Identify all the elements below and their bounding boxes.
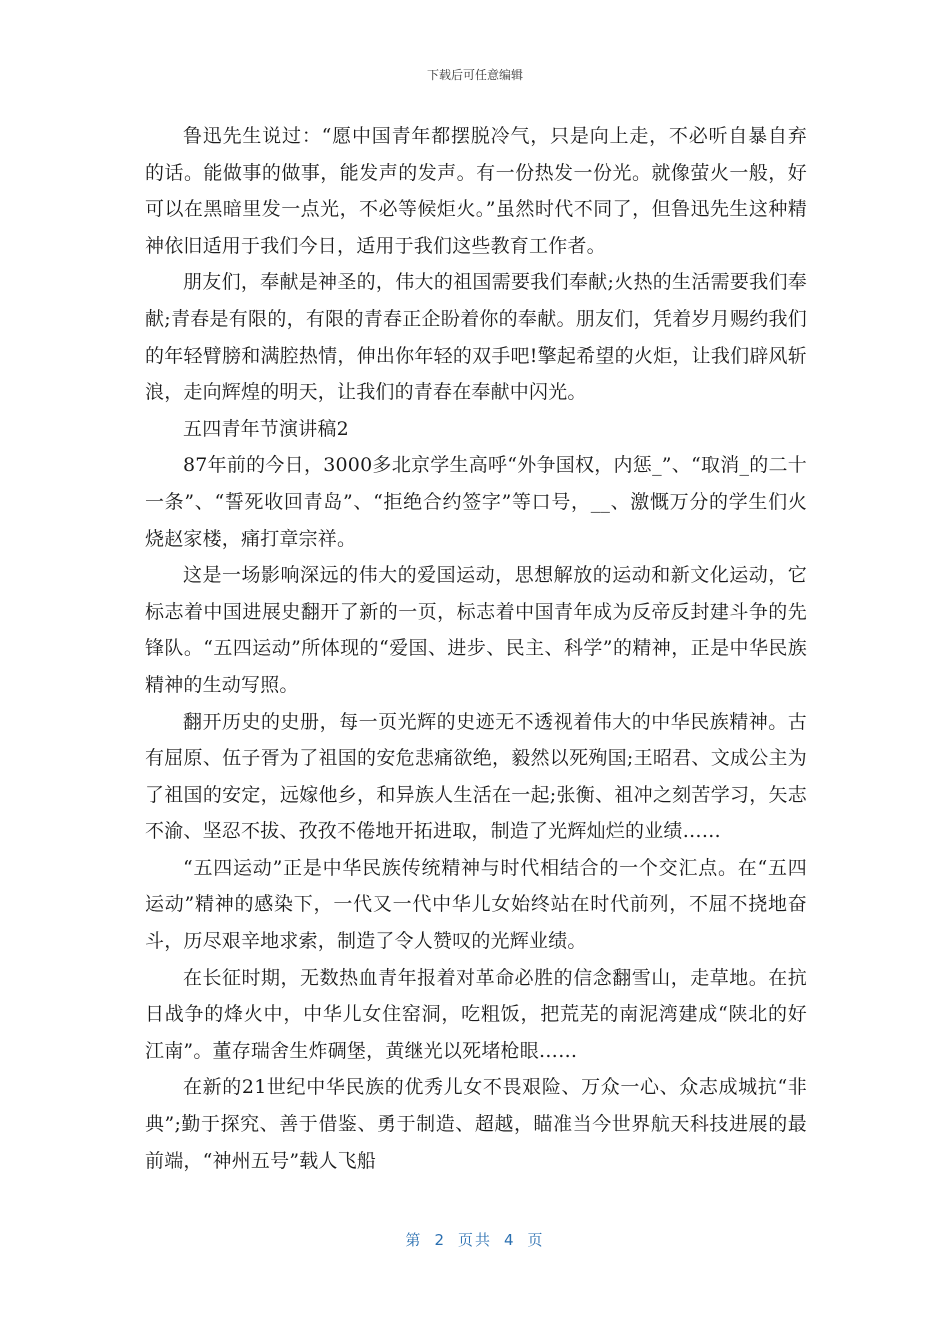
paragraph: 这是一场影响深远的伟大的爱国运动，思想解放的运动和新文化运动，它标志着中国进展史翻开了新的一页，标志着中国青年成为反帝反封建斗争的先锋队。“五四运动”所体现的“爱国、进步、民主、科学”的精神，正是中华民族精神的生动写照。 bbox=[145, 564, 807, 696]
paragraph: 鲁迅先生说过：“愿中国青年都摆脱冷气，只是向上走，不必听自暴自弃的话。能做事的做事，能发声的发声。有一份热发一份光。就像萤火一般，好可以在黑暗里发一点光，不必等候炬火。”虽然时代不同了，但鲁迅先生这种精神依旧适用于我们今日，适用于我们这些教育工作者。 bbox=[145, 125, 807, 257]
page-footer bbox=[0, 1229, 950, 1250]
footer-suffix: 页 bbox=[527, 1231, 545, 1249]
paragraph: 翻开历史的史册，每一页光辉的史迹无不透视着伟大的中华民族精神。古有屈原、伍子胥为了祖国的安危悲痛欲绝，毅然以死殉国;王昭君、文成公主为了祖国的安定，远嫁他乡，和异族人生活在一起;张衡、祖冲之刻苦学习，矢志不渝、坚忍不拔、孜孜不倦地开拓进取，制造了光辉灿烂的业绩…… bbox=[145, 710, 807, 843]
footer-prefix: 第 bbox=[405, 1231, 423, 1249]
paragraph: 在新的21世纪中华民族的优秀儿女不畏艰险、万众一心、众志成城抗“非典”;勤于探究、善于借鉴、勇于制造、超越，瞄准当今世界航天科技进展的最前端，“神州五号”载人飞船 bbox=[145, 1076, 807, 1172]
paragraph: 87年前的今日，3000多北京学生高呼“外争国权，内惩_”、“取消_的二十一条”、“誓死收回青岛”、“拒绝合约签字”等口号，__、激慨万分的学生们火烧赵家楼，痛打章宗祥。 bbox=[145, 454, 807, 550]
footer-middle: 页共 bbox=[457, 1231, 492, 1249]
document-body bbox=[145, 118, 807, 1179]
footer-total-pages: 4 bbox=[504, 1231, 516, 1249]
paragraph: 在长征时期，无数热血青年报着对革命必胜的信念翻雪山，走草地。在抗日战争的烽火中，中华儿女住窑洞，吃粗饭，把荒芜的南泥湾建成“陕北的好江南”。董存瑞舍生炸碉堡，黄继光以死堵枪眼…… bbox=[145, 966, 807, 1062]
page-header-note: 下载后可任意编辑 bbox=[426, 68, 523, 82]
footer-page-number: 2 bbox=[434, 1231, 446, 1249]
paragraph: 朋友们，奉献是神圣的，伟大的祖国需要我们奉献;火热的生活需要我们奉献;青春是有限的，有限的青春正企盼着你的奉献。朋友们，凭着岁月赐约我们的年轻臂膀和满腔热情，伸出你年轻的双手吧!擎起希望的火炬，让我们辟风斩浪，走向辉煌的明天，让我们的青春在奉献中闪光。 bbox=[145, 271, 807, 404]
paragraph: “五四运动”正是中华民族传统精神与时代相结合的一个交汇点。在“五四运动”精神的感染下，一代又一代中华儿女始终站在时代前列，不屈不挠地奋斗，历尽艰辛地求索，制造了令人赞叹的光辉业绩。 bbox=[145, 856, 807, 953]
section-title: 五四青年节演讲稿2 bbox=[183, 417, 349, 440]
